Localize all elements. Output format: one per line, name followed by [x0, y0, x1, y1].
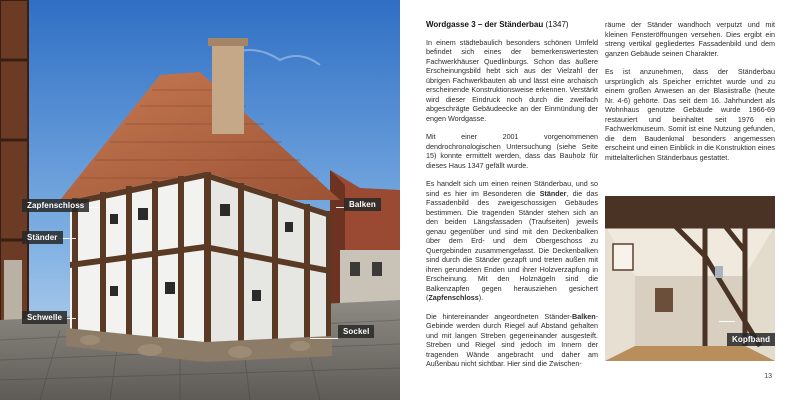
text-page [400, 0, 800, 400]
sockel-leader [310, 338, 338, 339]
text-column-right [605, 20, 775, 171]
label-kopfband: Kopfband [727, 333, 775, 346]
label-schwelle: Schwelle [22, 311, 67, 324]
paragraph-3: Es handelt sich um einen reinen Ständerbau, und so sind es hier im Besonderen die Ständer, die das Fassadenbild des zweigeschossigen Gebäudes bestimmen. Die tragenden Ständer stehen sich an den beiden Längsfassaden (Traufseiten) jeweils genau gegenüber und sind mit den Deckenbalken über dem Erd- und dem Obergeschoss zu Quergebinden zusammengefasst. Die Deckenbalken sind durch die Ständer gezapft und treten außen mit ihren gerundeten Enden und ihrer Holzverzapfung in Erscheinung. Mit den Holznägeln sind die Balkenzapfen gegen herausziehen gesichert (Zapfenschloss). [426, 179, 598, 302]
paragraph-2: Mit einer 2001 vorgenommenen dendrochronologischen Untersuchung (siehe Seite 15) konnte ermittelt werden, dass das Bauholz für dieses Haus 1347 gefällt wurde. [426, 132, 598, 170]
section-title-year: (1347) [545, 20, 569, 29]
label-sockel: Sockel [338, 325, 374, 338]
text-column-left [426, 20, 598, 378]
label-staender: Ständer [22, 231, 63, 244]
paragraph-6: Es ist anzunehmen, dass der Ständerbau ursprünglich als Speicher errichtet wurde und zu einem großen Anwesen an der Blasiistraße (heute Nr. 4-6) gehörte. Das seit dem 16. Jahrhundert als Wohnhaus genutzte Gebäude wurde 1966-69 restauriert und beinhaltet seit 1976 ein Fachwerkmuseum. Somit ist eine Nutzung gefunden, die dem Baudenkmal besonders angemessen erscheint und einen Einblick in die Konstruktion eines mittelalterlichen Ständerbaus gestattet. [605, 67, 775, 162]
zapfenschloss-leader [88, 207, 100, 208]
kopfband-leader [719, 321, 735, 322]
interior-photo [605, 196, 775, 361]
balken-leader [336, 207, 344, 208]
paragraph-4: Die hintereinander angeordneten Ständer-Balken-Gebinde werden durch Riegel auf Abstand gehalten und mit langen Streben gegeneinander ausgesteift. Streben und Riegel sind jedoch im Innern der tragenden Wände angebracht und daher am Außenbau nicht sichtbar. Hier sind die Zwischen- [426, 311, 598, 368]
paragraph-5: räume der Ständer wandhoch verputzt und mit kleinen Fensteröffnungen versehen. Dies ergibt ein streng vertikal gegliedertes Fassadenbild und dem ganzen Gebäude seinen Charakter. [605, 20, 775, 58]
section-title-text: Wordgasse 3 – der Ständerbau [426, 20, 544, 29]
label-balken: Balken [344, 198, 381, 211]
paragraph-1: In einem städtebaulich besonders schönen Umfeld befindet sich eines der bemerkenswertesten Fachwerkhäuser Quedlinburgs. Schon das äußere Erscheinungsbild hebt sich aus der Vielzahl der übrigen Fachwerkbauten ab und lässt eine archaisch erscheinende Konstruktionsweise erkennen. Verstärkt wird dieser Eindruck noch durch die zweifach abgeschrägte Gebäudeecke an der Einmündung der engen Wordgasse. [426, 37, 598, 123]
label-zapfenschloss: Zapfenschloss [22, 199, 89, 212]
page-number: 13 [764, 373, 772, 380]
section-title [426, 20, 598, 30]
